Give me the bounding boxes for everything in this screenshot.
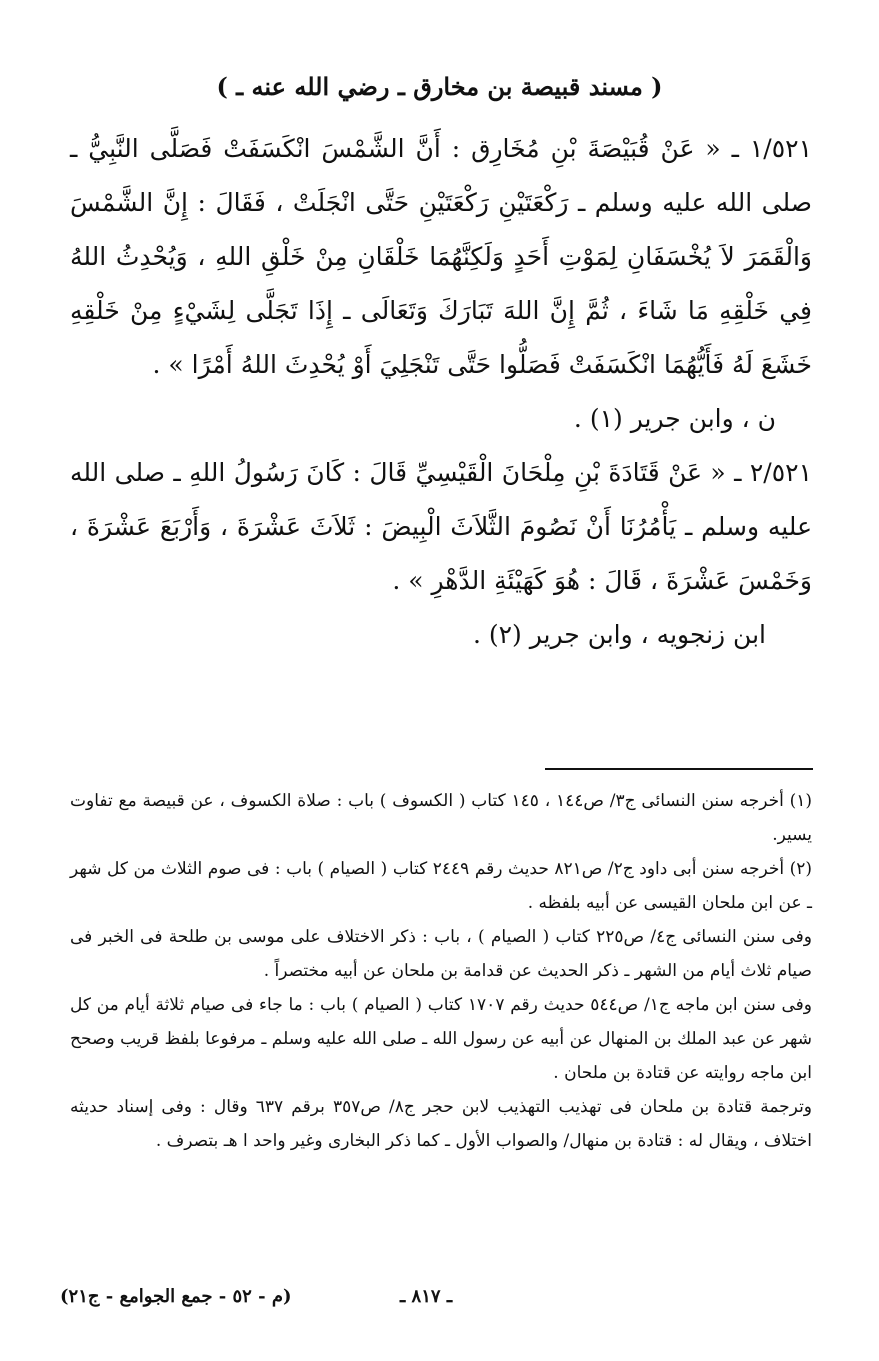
main-text [70, 122, 812, 662]
footnote-divider [545, 768, 813, 770]
page-number: ـ ٨١٧ ـ [400, 1286, 453, 1307]
volume-marker: (م - ٥٢ - جمع الجوامع - ج٢١) [60, 1286, 292, 1307]
footnote: وترجمة قتادة بن ملحان فى تهذيب التهذيب لابن حجر ج٨/ ص٣٥٧ برقم ٦٣٧ وقال : وفى إسناد حديثه اختلاف ، ويقال له : قتادة بن منهال/ والصواب الأول ـ كما ذكر البخارى وغير واحد ا هـ بتصرف . [70, 1097, 813, 1151]
hadith-source: ن ، وابن جرير (١) . [573, 404, 776, 433]
hadith-source: ابن زنجويه ، وابن جرير (٢) . [472, 620, 766, 649]
footnote: (٢) أخرجه سنن أبى داود ج٢/ ص٨٢١ حديث رقم ٢٤٤٩ كتاب ( الصيام ) باب : فى صوم الثلاث من كل شهر ـ عن ابن ملحان القيسى عن أبيه بلفظه . [70, 859, 813, 913]
page-footer [60, 1286, 820, 1316]
footnotes [70, 784, 812, 1158]
section-heading: ( مسند قبيصة بن مخارق ـ رضي الله عنه ـ ) [216, 72, 663, 101]
hadith-text: ٢/٥٢١ ـ « عَنْ قَتَادَةَ بْنِ مِلْحَانَ الْقَيْسِيِّ قَالَ : كَانَ رَسُولُ اللهِ ـ صلى الله عليه وسلم ـ يَأْمُرُنَا أَنْ نَصُومَ الثَّلاَثَ الْبِيضَ : ثَلاَثَ عَشْرَةَ ، وَأَرْبَعَ عَشْرَةَ ، وَخَمْسَ عَشْرَةَ ، قَالَ : هُوَ كَهَيْئَةِ الدَّهْرِ » . [70, 458, 812, 595]
footnote: وفى سنن ابن ماجه ج١/ ص٥٤٤ حديث رقم ١٧٠٧ كتاب ( الصيام ) باب : ما جاء فى صيام ثلاثة أيام من كل شهر عن عبد الملك بن المنهال عن أبيه عن رسول الله ـ صلى الله عليه وسلم ـ مرفوعا بلفظ قريب وصحح ابن ماجه روايته عن قتادة بن ملحان . [70, 995, 812, 1083]
hadith-text: ١/٥٢١ ـ « عَنْ قُبَيْصَةَ بْنِ مُخَارِق : أَنَّ الشَّمْسَ انْكَسَفَتْ فَصَلَّى النَّبِيُّ ـ صلى الله عليه وسلم ـ رَكْعَتَيْنِ رَكْعَتَيْنِ حَتَّى انْجَلَتْ ، فَقَالَ : إِنَّ الشَّمْسَ وَالْقَمَرَ لاَ يُخْسَفَانِ لِمَوْتِ أَحَدٍ وَلَكِنَّهُمَا خَلْقَانِ مِنْ خَلْقِ اللهِ ، وَيُحْدِثُ اللهُ فِي خَلْقِهِ مَا شَاءَ ، ثُمَّ إِنَّ اللهَ تَبَارَكَ وَتَعَالَى ـ إِذَا تَجَلَّى لِشَيْءٍ مِنْ خَلْقِهِ خَشَعَ لَهُ فَأَيُّهُمَا انْكَسَفَتْ فَصَلُّوا حَتَّى تَنْجَلِيَ أَوْ يُحْدِثَ اللهُ أَمْرًا » . [70, 134, 812, 379]
footnote: وفى سنن النسائى ج٤/ ص٢٢٥ كتاب ( الصيام ) ، باب : ذكر الاختلاف على موسى بن طلحة فى الخبر فى صيام ثلاث أيام من الشهر ـ ذكر الحديث عن قدامة بن ملحان عن أبيه مختصراً . [70, 927, 812, 981]
footnote: (١) أخرجه سنن النسائى ج٣/ ص١٤٤ ، ١٤٥ كتاب ( الكسوف ) باب : صلاة الكسوف ، عن قبيصة مع تفاوت يسير. [70, 791, 813, 845]
